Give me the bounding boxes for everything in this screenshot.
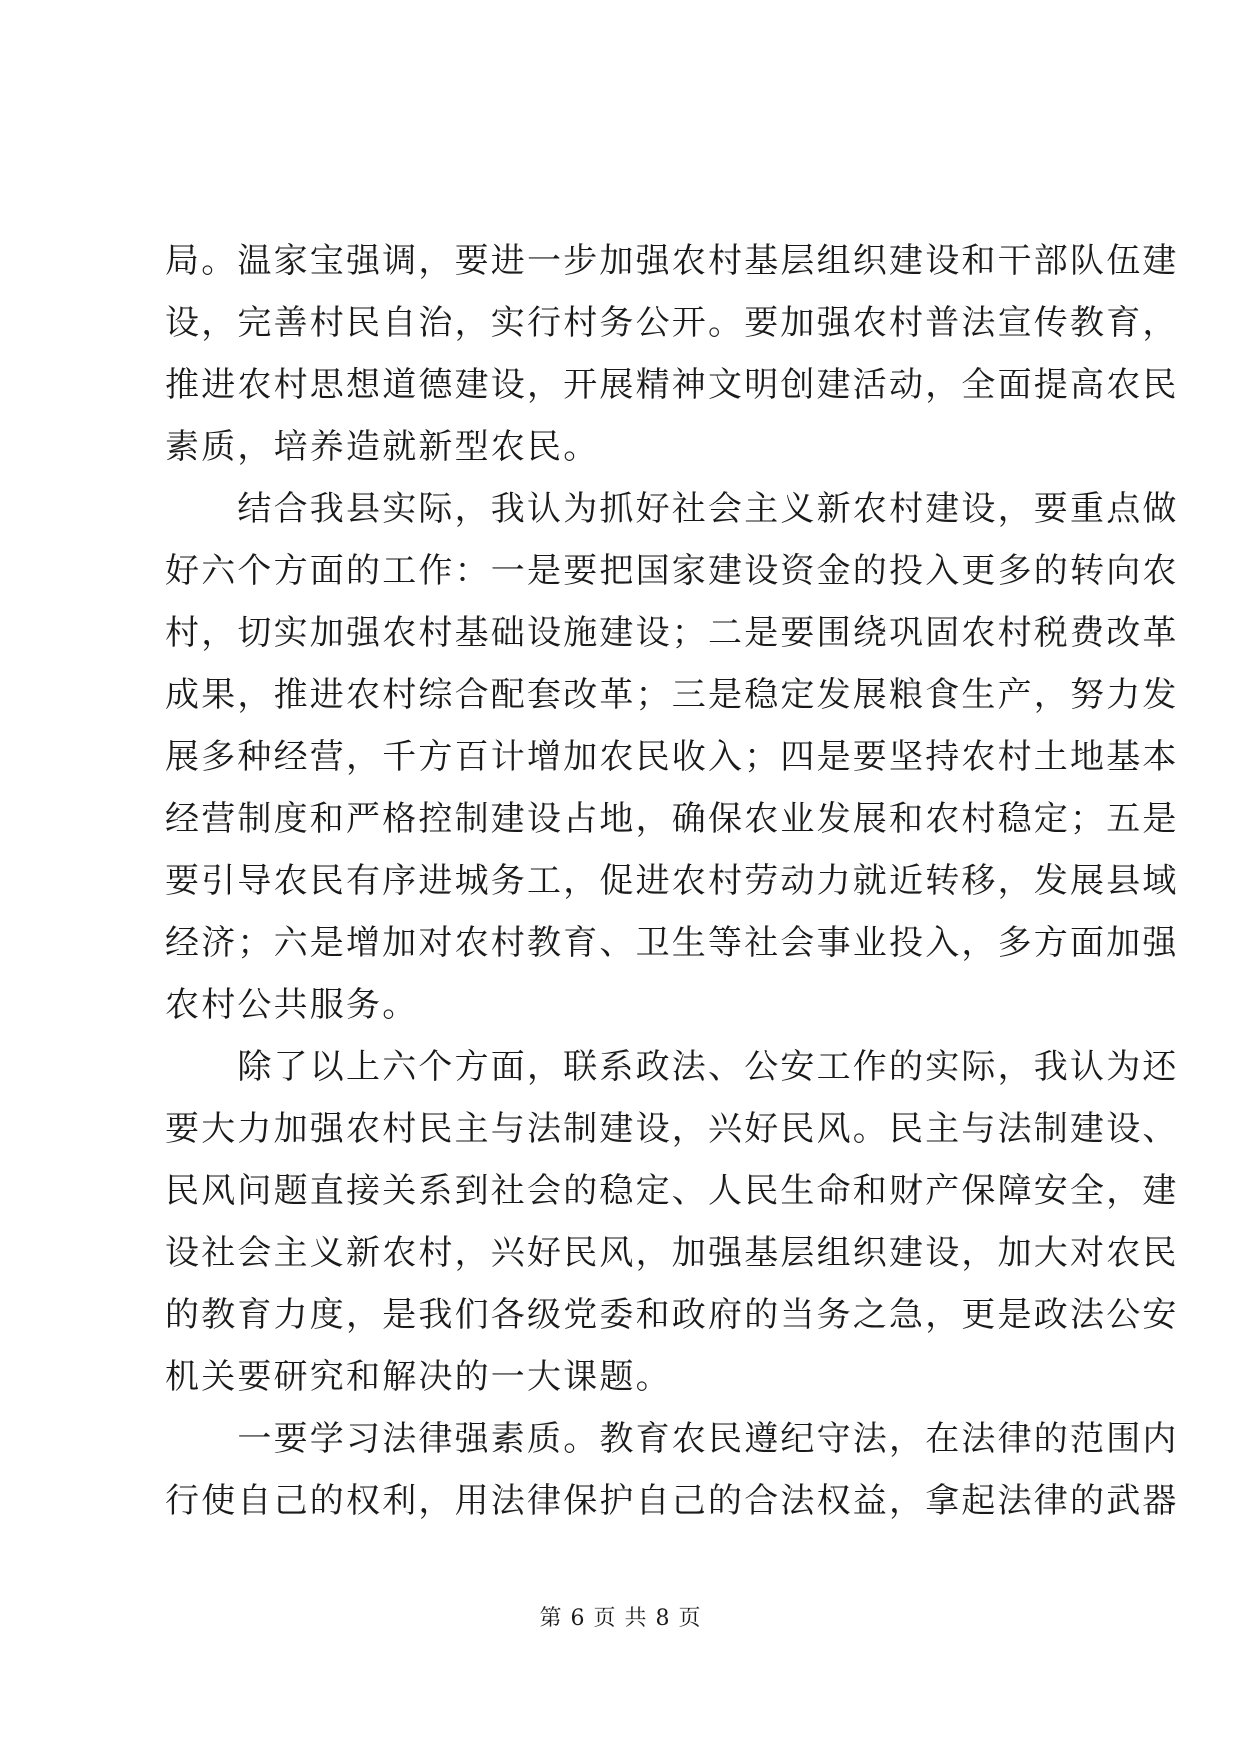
text-line: 局。温家宝强调，要进一步加强农村基层组织建设和干部队伍建 — [165, 241, 1179, 281]
text-line: 村，切实加强农村基础设施建设；二是要围绕巩固农村税费改革 — [165, 613, 1179, 653]
text-line: 要引导农民有序进城务工，促进农村劳动力就近转移，发展县域 — [165, 861, 1179, 901]
text-line: 设，完善村民自治，实行村务公开。要加强农村普法宣传教育， — [165, 303, 1179, 343]
text-line: 行使自己的权利，用法律保护自己的合法权益，拿起法律的武器 — [165, 1481, 1179, 1521]
text-line: 展多种经营，千方百计增加农民收入；四是要坚持农村土地基本 — [165, 737, 1179, 777]
text-line: 机关要研究和解决的一大课题。 — [165, 1357, 672, 1397]
text-line: 要大力加强农村民主与法制建设，兴好民风。民主与法制建设、 — [165, 1109, 1179, 1149]
text-line: 成果，推进农村综合配套改革；三是稳定发展粮食生产，努力发 — [165, 675, 1179, 715]
body-text — [165, 230, 1179, 1532]
text-line: 一要学习法律强素质。教育农民遵纪守法，在法律的范围内 — [165, 1419, 1179, 1459]
text-line: 民风问题直接关系到社会的稳定、人民生命和财产保障安全，建 — [165, 1171, 1179, 1211]
text-line: 的教育力度，是我们各级党委和政府的当务之急，更是政法公安 — [165, 1295, 1179, 1335]
text-line: 除了以上六个方面，联系政法、公安工作的实际，我认为还 — [165, 1047, 1179, 1087]
text-line: 推进农村思想道德建设，开展精神文明创建活动，全面提高农民 — [165, 365, 1179, 405]
text-line: 结合我县实际，我认为抓好社会主义新农村建设，要重点做 — [165, 489, 1179, 529]
text-line: 农村公共服务。 — [165, 985, 419, 1025]
text-line: 设社会主义新农村，兴好民风，加强基层组织建设，加大对农民 — [165, 1233, 1179, 1273]
text-line: 好六个方面的工作：一是要把国家建设资金的投入更多的转向农 — [165, 551, 1179, 591]
text-line: 经营制度和严格控制建设占地，确保农业发展和农村稳定；五是 — [165, 799, 1179, 839]
page-footer: 第 6 页 共 8 页 — [539, 1606, 702, 1631]
text-line: 素质，培养造就新型农民。 — [165, 427, 600, 467]
text-line: 经济；六是增加对农村教育、卫生等社会事业投入，多方面加强 — [165, 923, 1179, 963]
